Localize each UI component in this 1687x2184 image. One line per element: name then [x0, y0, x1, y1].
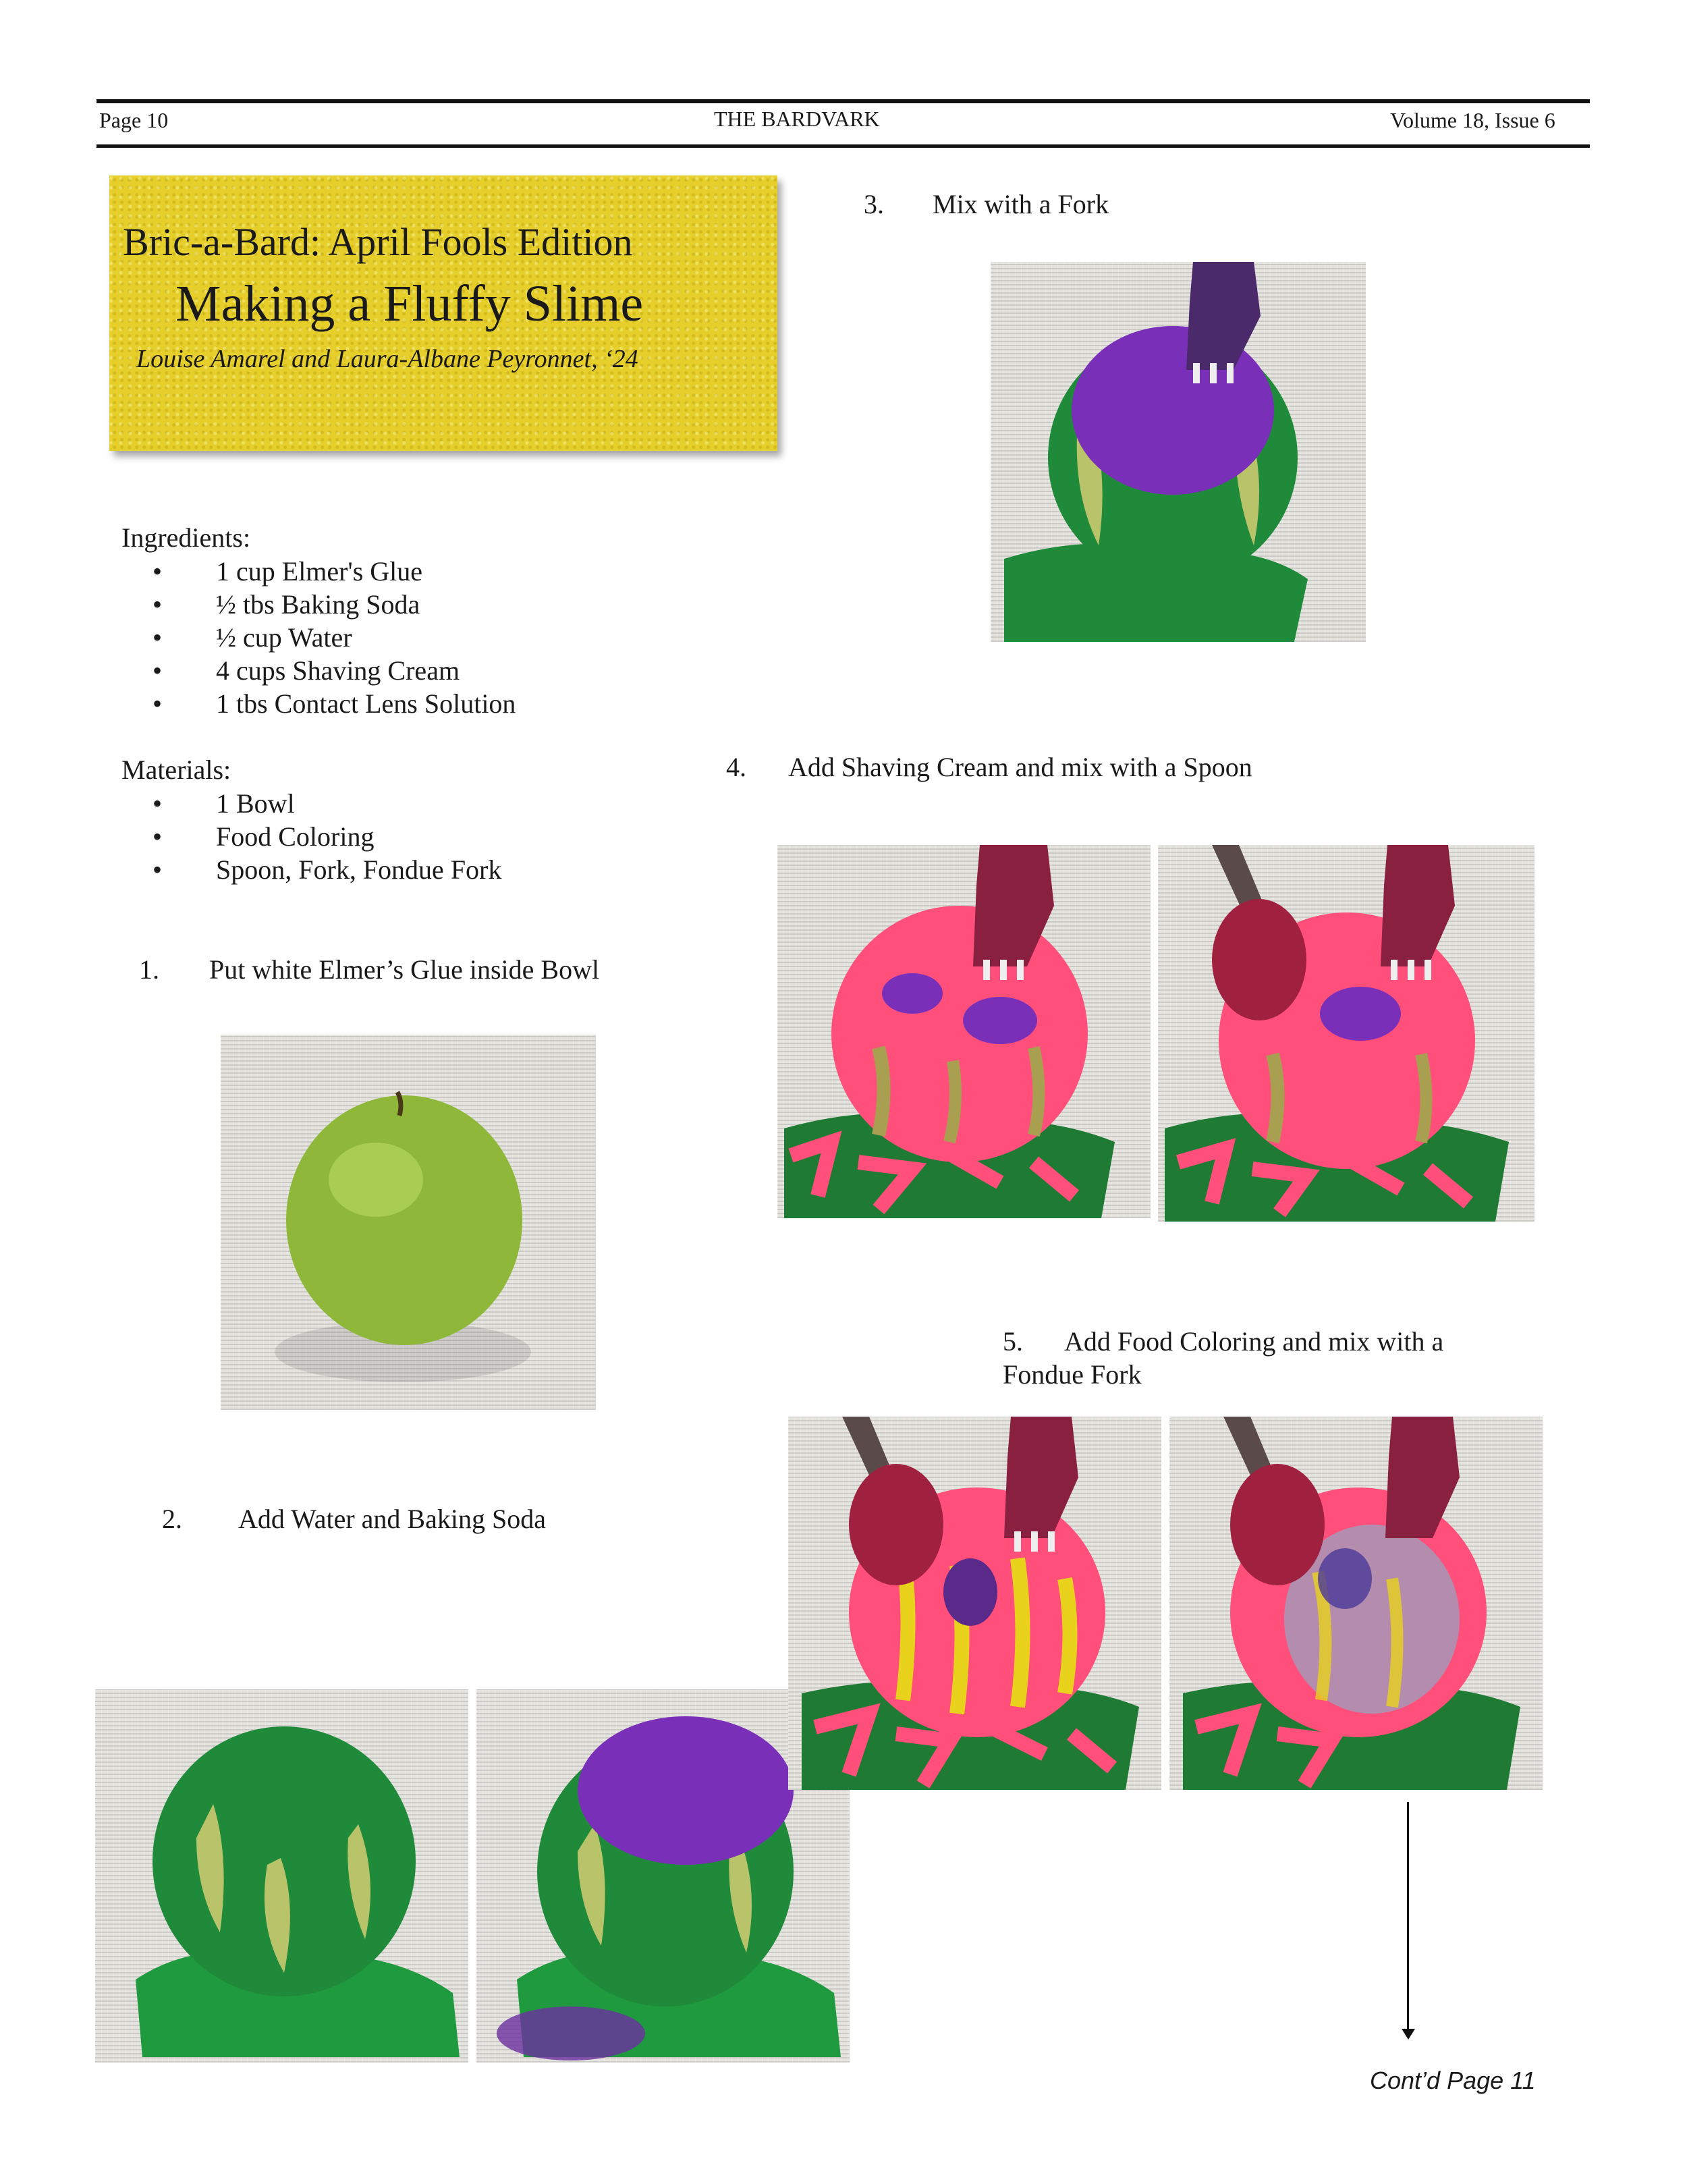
bullet-icon: • [152, 655, 162, 686]
step-1-photo [221, 1035, 596, 1410]
article-byline: Louise Amarel and Laura-Albane Peyronnet, ‘24 [136, 345, 638, 373]
bullet-icon: • [152, 854, 162, 885]
publication-name: THE BARDVARK [714, 107, 880, 131]
step-2-photo-a [95, 1689, 468, 2063]
header-top-rule [96, 99, 1590, 103]
list-item: • Food Coloring [147, 820, 501, 853]
step-5-photo-a [788, 1417, 1161, 1790]
list-item: • Spoon, Fork, Fondue Fork [147, 853, 501, 886]
step-4-photo-b [1158, 845, 1534, 1222]
list-item: • ½ cup Water [147, 621, 516, 654]
step-3-photo [991, 262, 1366, 642]
volume-issue: Volume 18, Issue 6 [1390, 108, 1555, 132]
list-item: • 4 cups Shaving Cream [147, 654, 516, 687]
list-item: • 1 tbs Contact Lens Solution [147, 687, 516, 720]
step-5-heading: 5. Add Food Coloring and mix with a Fondue Fork [1003, 1326, 1444, 1390]
article-kicker: Bric-a-Bard: April Fools Edition [123, 220, 633, 264]
article-title: Making a Fluffy Slime [175, 275, 644, 332]
step-1-heading: 1. Put white Elmer’s Glue inside Bowl [139, 954, 600, 985]
header-bottom-rule [96, 144, 1590, 148]
arrow-down-icon [1402, 2029, 1415, 2040]
bullet-icon: • [152, 589, 162, 620]
materials-heading: Materials: [121, 755, 231, 785]
page-number: Page 10 [99, 108, 169, 132]
ingredients-heading: Ingredients: [121, 522, 251, 553]
list-item: • 1 Bowl [147, 787, 501, 820]
bullet-icon: • [152, 556, 162, 586]
list-item: • ½ tbs Baking Soda [147, 588, 516, 621]
step-3-heading: 3. Mix with a Fork [864, 189, 1109, 219]
bullet-icon: • [152, 688, 162, 719]
continuation-arrow-line [1407, 1802, 1409, 2031]
bullet-icon: • [152, 788, 162, 819]
step-2-heading: 2. Add Water and Baking Soda [162, 1504, 546, 1534]
step-4-photo-a [777, 845, 1151, 1218]
materials-list [147, 787, 501, 886]
step-4-heading: 4. Add Shaving Cream and mix with a Spoon [726, 752, 1252, 782]
article-title-box [109, 175, 777, 451]
bullet-icon: • [152, 622, 162, 653]
continued-note: Cont’d Page 11 [1370, 2067, 1536, 2094]
list-item: • 1 cup Elmer's Glue [147, 555, 516, 588]
step-5-photo-b [1169, 1417, 1543, 1790]
bullet-icon: • [152, 821, 162, 852]
ingredients-list [147, 555, 516, 720]
